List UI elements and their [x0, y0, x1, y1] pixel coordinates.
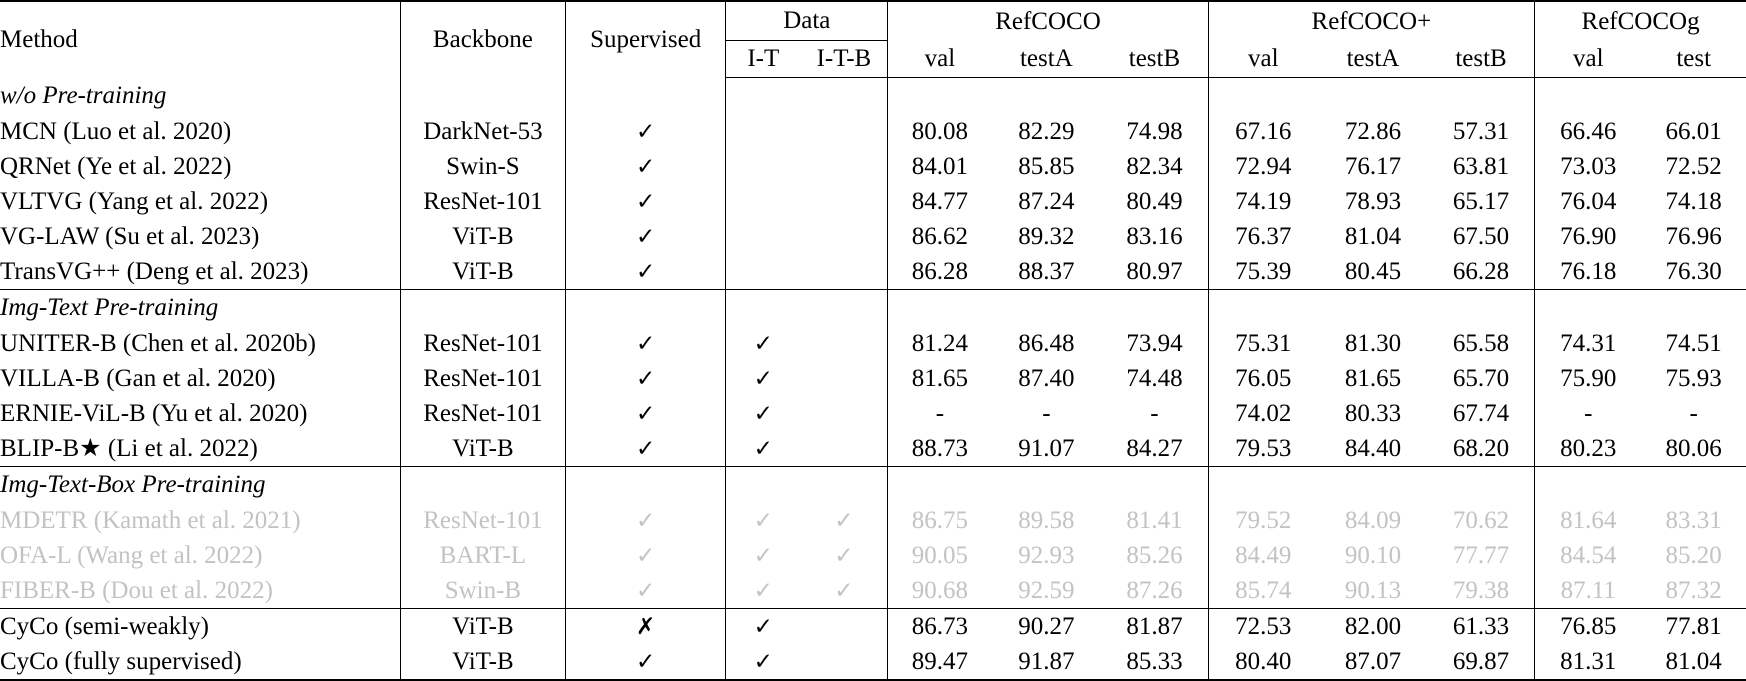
cell-refcoco-testA: - [1042, 399, 1051, 427]
cell-method: TransVG++ (Deng et al. 2023) [0, 254, 400, 290]
cell-supervised: ✓ [566, 644, 726, 680]
table-row [0, 644, 1746, 680]
cell-refcoco-testB: 85.26 [1126, 541, 1183, 569]
header-refcoco-group: RefCOCO [888, 1, 1208, 41]
cell-refcoco-val: 81.24 [888, 326, 992, 361]
table-row [0, 609, 1746, 645]
header-refcocog-val: val [1535, 41, 1642, 78]
cell-method: CyCo (semi-weakly) [0, 612, 209, 640]
cell-refcoco-testB: 85.33 [1101, 644, 1208, 680]
cell-backbone: ResNet-101 [400, 361, 565, 396]
cell-refcocog-test: 72.52 [1665, 152, 1722, 180]
cell-refcoco-val: 84.01 [888, 149, 992, 184]
section-header-spacer [1208, 78, 1318, 115]
cell-refcoco-testB: 87.26 [1101, 573, 1208, 609]
table-row [0, 184, 1746, 219]
cell-method: MCN (Luo et al. 2020) [0, 117, 232, 145]
cell-refcocog-test: 80.06 [1641, 431, 1746, 467]
cell-image-text-box [800, 609, 888, 645]
cell-refcocoplus-testB: 66.28 [1428, 254, 1535, 290]
cell-refcocog-val: 80.23 [1535, 431, 1642, 467]
cell-refcoco-val: - [888, 396, 992, 431]
cell-image-text: ✓ [726, 538, 801, 573]
cell-backbone: ViT-B [400, 254, 565, 290]
table-row [0, 114, 1746, 149]
cell-refcocoplus-testA: 80.45 [1318, 254, 1428, 290]
section-label: Img-Text Pre-training [0, 294, 219, 322]
cell-image-text: ✓ [726, 396, 801, 431]
cell-method: UNITER-B (Chen et al. 2020b) [0, 329, 316, 357]
header-refcocog-group: RefCOCOg [1535, 1, 1746, 41]
cell-refcocoplus-val: 76.37 [1208, 219, 1318, 254]
cell-refcocog-val: 66.46 [1535, 114, 1642, 149]
cell-refcoco-testB: 83.16 [1126, 222, 1183, 250]
cell-refcocoplus-testB: 68.20 [1428, 431, 1535, 467]
cell-refcoco-testA: 86.48 [1018, 329, 1075, 357]
cell-refcoco-testB: 80.97 [1101, 254, 1208, 290]
section-header-spacer [1318, 78, 1428, 115]
cell-refcoco-testA: 87.40 [1018, 364, 1075, 392]
cell-refcoco-testB: 74.48 [1126, 364, 1183, 392]
section-header-spacer [1535, 290, 1642, 327]
section-label: w/o Pre-training [0, 82, 167, 109]
cell-refcocog-test: 66.01 [1665, 117, 1722, 145]
cell-refcoco-val: 89.47 [888, 644, 992, 680]
cell-refcocog-test: 74.18 [1665, 187, 1722, 215]
section-header-spacer [1428, 467, 1535, 504]
cell-image-text-box: ✓ [800, 573, 888, 609]
cell-backbone: ResNet-101 [400, 396, 565, 431]
cell-image-text-box [800, 326, 888, 361]
cell-refcocoplus-testB: 57.31 [1452, 117, 1510, 145]
section-header-spacer [1641, 290, 1746, 327]
cell-refcocoplus-testB: 61.33 [1452, 612, 1510, 640]
cell-supervised: ✓ [566, 254, 726, 290]
cell-refcocog-test: 85.20 [1665, 541, 1722, 569]
cell-refcocog-val: 73.03 [1535, 149, 1642, 184]
cell-refcocog-val: 81.31 [1535, 644, 1642, 680]
cell-refcoco-testA: 91.87 [991, 644, 1101, 680]
cell-image-text-box [800, 114, 888, 149]
section-header-row [0, 467, 1746, 504]
cell-refcocog-test: 75.93 [1665, 364, 1722, 392]
section-header-spacer [800, 78, 888, 115]
cell-image-text: ✓ [726, 361, 801, 396]
header-backbone: Backbone [400, 1, 565, 78]
cell-refcoco-testA: 91.07 [991, 431, 1101, 467]
cell-supervised: ✓ [566, 503, 726, 538]
cell-supervised: ✓ [566, 184, 726, 219]
cell-refcocoplus-val: 75.39 [1208, 254, 1318, 290]
cell-refcoco-testB: 82.34 [1126, 152, 1183, 180]
cell-refcoco-testA: 90.27 [1018, 612, 1075, 640]
cell-refcoco-testB: 81.41 [1126, 506, 1183, 534]
cell-refcoco-testA: 92.93 [1018, 541, 1075, 569]
cell-image-text-box [800, 219, 888, 254]
cell-refcocoplus-testB: 70.62 [1452, 506, 1510, 534]
section-header-spacer [566, 78, 726, 115]
cell-supervised: ✓ [566, 114, 726, 149]
cell-supervised: ✓ [566, 361, 726, 396]
cell-refcocog-test: 74.51 [1665, 329, 1722, 357]
cell-refcocog-val: 87.11 [1535, 573, 1642, 609]
cell-refcocoplus-val: 79.53 [1208, 431, 1318, 467]
cell-refcocog-val: 76.04 [1535, 184, 1642, 219]
cell-refcoco-val: 86.75 [888, 503, 992, 538]
section-header-spacer [1101, 290, 1208, 327]
cell-refcocog-val: 76.85 [1535, 609, 1642, 645]
section-header-spacer [726, 467, 801, 504]
cell-image-text: ✓ [726, 609, 801, 645]
header-refcocog-test: test [1641, 41, 1746, 78]
section-header-spacer [888, 467, 992, 504]
cell-backbone: ViT-B [400, 431, 565, 467]
cell-supervised: ✓ [566, 219, 726, 254]
section-header-spacer [1428, 290, 1535, 327]
cell-refcoco-val: 90.05 [888, 538, 992, 573]
cell-refcocog-val: 84.54 [1535, 538, 1642, 573]
cell-image-text-box [800, 644, 888, 680]
cell-refcoco-testA: 87.24 [1018, 187, 1075, 215]
cell-refcocoplus-val: 72.53 [1208, 609, 1318, 645]
cell-method: VILLA-B (Gan et al. 2020) [0, 364, 276, 392]
cell-refcocoplus-testA: 72.86 [1344, 117, 1402, 145]
section-header-row [0, 290, 1746, 327]
cell-refcocoplus-val: 80.40 [1208, 644, 1318, 680]
cell-refcocoplus-testA: 90.10 [1344, 541, 1402, 569]
cell-refcoco-testB: 81.87 [1126, 612, 1183, 640]
cell-image-text-box [800, 396, 888, 431]
cell-method: CyCo (fully supervised) [0, 644, 400, 680]
cell-refcocog-val: 75.90 [1535, 361, 1642, 396]
cell-refcocog-val: 76.90 [1535, 219, 1642, 254]
cell-method: MDETR (Kamath et al. 2021) [0, 506, 301, 534]
section-header-spacer [400, 78, 565, 115]
section-header-spacer [1428, 78, 1535, 115]
cell-backbone: ResNet-101 [400, 326, 565, 361]
cell-backbone: ResNet-101 [400, 503, 565, 538]
cell-refcoco-testA: 88.37 [991, 254, 1101, 290]
cell-method: OFA-L (Wang et al. 2022) [0, 541, 263, 569]
section-header-spacer [400, 467, 565, 504]
cell-refcocoplus-val: 76.05 [1208, 361, 1318, 396]
cell-refcocoplus-testB: 67.74 [1452, 399, 1510, 427]
section-header-spacer [1318, 467, 1428, 504]
table-row [0, 431, 1746, 467]
table-row [0, 573, 1746, 609]
cell-refcocog-test: 83.31 [1665, 506, 1722, 534]
table-row [0, 326, 1746, 361]
cell-refcocoplus-testA: 81.65 [1344, 364, 1402, 392]
cell-refcoco-val: 90.68 [888, 573, 992, 609]
section-header-spacer [1101, 467, 1208, 504]
cell-refcocoplus-val: 84.49 [1208, 538, 1318, 573]
cell-supervised: ✓ [566, 396, 726, 431]
cell-refcoco-testB: 80.49 [1126, 187, 1183, 215]
header-it: I-T [726, 41, 801, 78]
section-header-spacer [726, 78, 801, 115]
header-refcocoplus-val: val [1208, 41, 1318, 78]
section-header-spacer [888, 78, 992, 115]
cell-refcoco-testB: 74.98 [1126, 117, 1183, 145]
cell-method: VLTVG (Yang et al. 2022) [0, 187, 269, 215]
cell-method: ERNIE-ViL-B (Yu et al. 2020) [0, 399, 308, 427]
cell-refcocoplus-val: 75.31 [1208, 326, 1318, 361]
cell-refcocoplus-testA: 84.09 [1344, 506, 1402, 534]
cell-image-text: ✓ [726, 503, 801, 538]
cell-refcocoplus-val: 79.52 [1208, 503, 1318, 538]
section-header-spacer [800, 290, 888, 327]
table-row [0, 538, 1746, 573]
cell-refcoco-val: 86.73 [888, 609, 992, 645]
cell-backbone: Swin-B [400, 573, 565, 609]
cell-image-text-box [800, 361, 888, 396]
cell-refcocoplus-val: 85.74 [1208, 573, 1318, 609]
table-header-row-1 [0, 1, 1746, 41]
header-method: Method [0, 1, 400, 78]
table-row [0, 503, 1746, 538]
section-header-spacer [800, 467, 888, 504]
cell-backbone: ResNet-101 [400, 184, 565, 219]
table-row [0, 254, 1746, 290]
cell-refcocoplus-testB: 65.17 [1452, 187, 1510, 215]
cell-refcoco-val: 84.77 [888, 184, 992, 219]
cell-supervised: ✓ [566, 149, 726, 184]
cell-refcoco-val: 86.28 [888, 254, 992, 290]
section-header-spacer [888, 290, 992, 327]
cell-refcocoplus-testA: 76.17 [1344, 152, 1402, 180]
cell-refcocog-test: 76.30 [1641, 254, 1746, 290]
table-row [0, 361, 1746, 396]
cell-refcocog-val: 81.64 [1535, 503, 1642, 538]
cell-refcocoplus-testA: 90.13 [1318, 573, 1428, 609]
cell-refcocoplus-testB: 67.50 [1452, 222, 1510, 250]
cell-refcocoplus-testB: 65.58 [1452, 329, 1510, 357]
cell-image-text: ✓ [726, 644, 801, 680]
section-header-spacer [1208, 290, 1318, 327]
cell-refcoco-testB: - [1150, 399, 1159, 427]
cell-image-text [726, 114, 801, 149]
cell-image-text-box: ✓ [834, 542, 854, 568]
cell-image-text-box: ✓ [834, 507, 854, 533]
header-itb: I-T-B [800, 41, 888, 78]
cell-refcoco-val: 88.73 [888, 431, 992, 467]
cell-refcocoplus-testA: 81.30 [1344, 329, 1402, 357]
cell-refcocoplus-testA: 81.04 [1344, 222, 1402, 250]
cell-backbone: DarkNet-53 [400, 114, 565, 149]
cell-method: QRNet (Ye et al. 2022) [0, 152, 232, 180]
cell-supervised: ✗ [566, 609, 726, 645]
cell-refcoco-testA: 89.58 [1018, 506, 1075, 534]
cell-refcocoplus-testA: 80.33 [1344, 399, 1402, 427]
cell-refcoco-val: 81.65 [888, 361, 992, 396]
cell-refcoco-testA: 92.59 [991, 573, 1101, 609]
section-header-spacer [1101, 78, 1208, 115]
cell-refcocog-test: - [1689, 399, 1698, 427]
cell-refcocoplus-val: 74.02 [1208, 396, 1318, 431]
cell-refcoco-val: 86.62 [888, 219, 992, 254]
cell-image-text [726, 219, 801, 254]
cell-supervised: ✓ [566, 573, 726, 609]
cell-refcocog-test: 76.96 [1665, 222, 1722, 250]
cell-refcocoplus-testA: 87.07 [1318, 644, 1428, 680]
cell-refcoco-val: 80.08 [888, 114, 992, 149]
cell-supervised: ✓ [566, 326, 726, 361]
cell-refcoco-testA: 85.85 [1018, 152, 1075, 180]
cell-image-text-box [800, 254, 888, 290]
cell-method: VG-LAW (Su et al. 2023) [0, 222, 260, 250]
section-label: Img-Text-Box Pre-training [0, 471, 266, 499]
header-supervised: Supervised [566, 1, 726, 78]
cell-refcoco-testB: 84.27 [1101, 431, 1208, 467]
cell-method: BLIP-B★ (Li et al. 2022) [0, 431, 400, 467]
section-header-spacer [991, 467, 1101, 504]
cell-image-text [726, 149, 801, 184]
section-header-spacer [1535, 467, 1642, 504]
cell-backbone: BART-L [400, 538, 565, 573]
cell-refcocoplus-testB: 65.70 [1452, 364, 1510, 392]
section-header-spacer [726, 290, 801, 327]
cell-refcocoplus-val: 67.16 [1208, 114, 1318, 149]
header-refcoco-testA: testA [991, 41, 1101, 78]
cell-refcocog-test: 81.04 [1641, 644, 1746, 680]
cell-refcocog-test: 77.81 [1665, 612, 1722, 640]
header-refcoco-testB: testB [1101, 41, 1208, 78]
cell-backbone: Swin-S [400, 149, 565, 184]
cell-backbone: ViT-B [400, 219, 565, 254]
cell-refcocoplus-testA: 78.93 [1344, 187, 1402, 215]
cell-backbone: ViT-B [400, 609, 565, 645]
cell-image-text-box [800, 431, 888, 467]
header-data-group: Data [726, 1, 888, 41]
cell-refcocoplus-testA: 84.40 [1318, 431, 1428, 467]
cell-image-text [726, 184, 801, 219]
section-header-spacer [566, 467, 726, 504]
cell-refcocoplus-val: 72.94 [1208, 149, 1318, 184]
section-header-spacer [566, 290, 726, 327]
table-row [0, 396, 1746, 431]
section-header-spacer [1641, 467, 1746, 504]
cell-refcoco-testA: 82.29 [1018, 117, 1075, 145]
cell-backbone: ViT-B [400, 644, 565, 680]
cell-image-text-box [800, 149, 888, 184]
section-header-spacer [991, 290, 1101, 327]
section-header-spacer [1535, 78, 1642, 115]
cell-refcocog-val: 76.18 [1535, 254, 1642, 290]
cell-supervised: ✓ [566, 538, 726, 573]
cell-refcocoplus-testB: 77.77 [1452, 541, 1510, 569]
cell-refcocog-test: 87.32 [1641, 573, 1746, 609]
cell-refcocoplus-val: 74.19 [1208, 184, 1318, 219]
header-refcocoplus-testA: testA [1318, 41, 1428, 78]
cell-refcocog-val: 74.31 [1535, 326, 1642, 361]
cell-refcocoplus-testA: 82.00 [1344, 612, 1402, 640]
section-header-row [0, 78, 1746, 115]
cell-image-text: ✓ [726, 326, 801, 361]
header-refcoco-val: val [888, 41, 992, 78]
cell-refcocoplus-testB: 63.81 [1452, 152, 1510, 180]
cell-refcoco-testB: 73.94 [1126, 329, 1183, 357]
section-header-spacer [1641, 78, 1746, 115]
header-refcocoplus-group: RefCOCO+ [1208, 1, 1535, 41]
cell-image-text: ✓ [726, 431, 801, 467]
section-header-spacer [1208, 467, 1318, 504]
section-header-spacer [991, 78, 1101, 115]
cell-method: FIBER-B (Dou et al. 2022) [0, 573, 400, 609]
section-header-spacer [400, 290, 565, 327]
cell-image-text-box [800, 184, 888, 219]
section-header-spacer [1318, 290, 1428, 327]
header-refcocoplus-testB: testB [1428, 41, 1535, 78]
cell-image-text [726, 254, 801, 290]
table-row [0, 219, 1746, 254]
cell-refcoco-testA: 89.32 [1018, 222, 1075, 250]
table-row [0, 149, 1746, 184]
cell-image-text: ✓ [726, 573, 801, 609]
cell-refcocoplus-testB: 69.87 [1428, 644, 1535, 680]
cell-refcocog-val: - [1535, 396, 1642, 431]
cell-supervised: ✓ [566, 431, 726, 467]
cell-refcocoplus-testB: 79.38 [1428, 573, 1535, 609]
